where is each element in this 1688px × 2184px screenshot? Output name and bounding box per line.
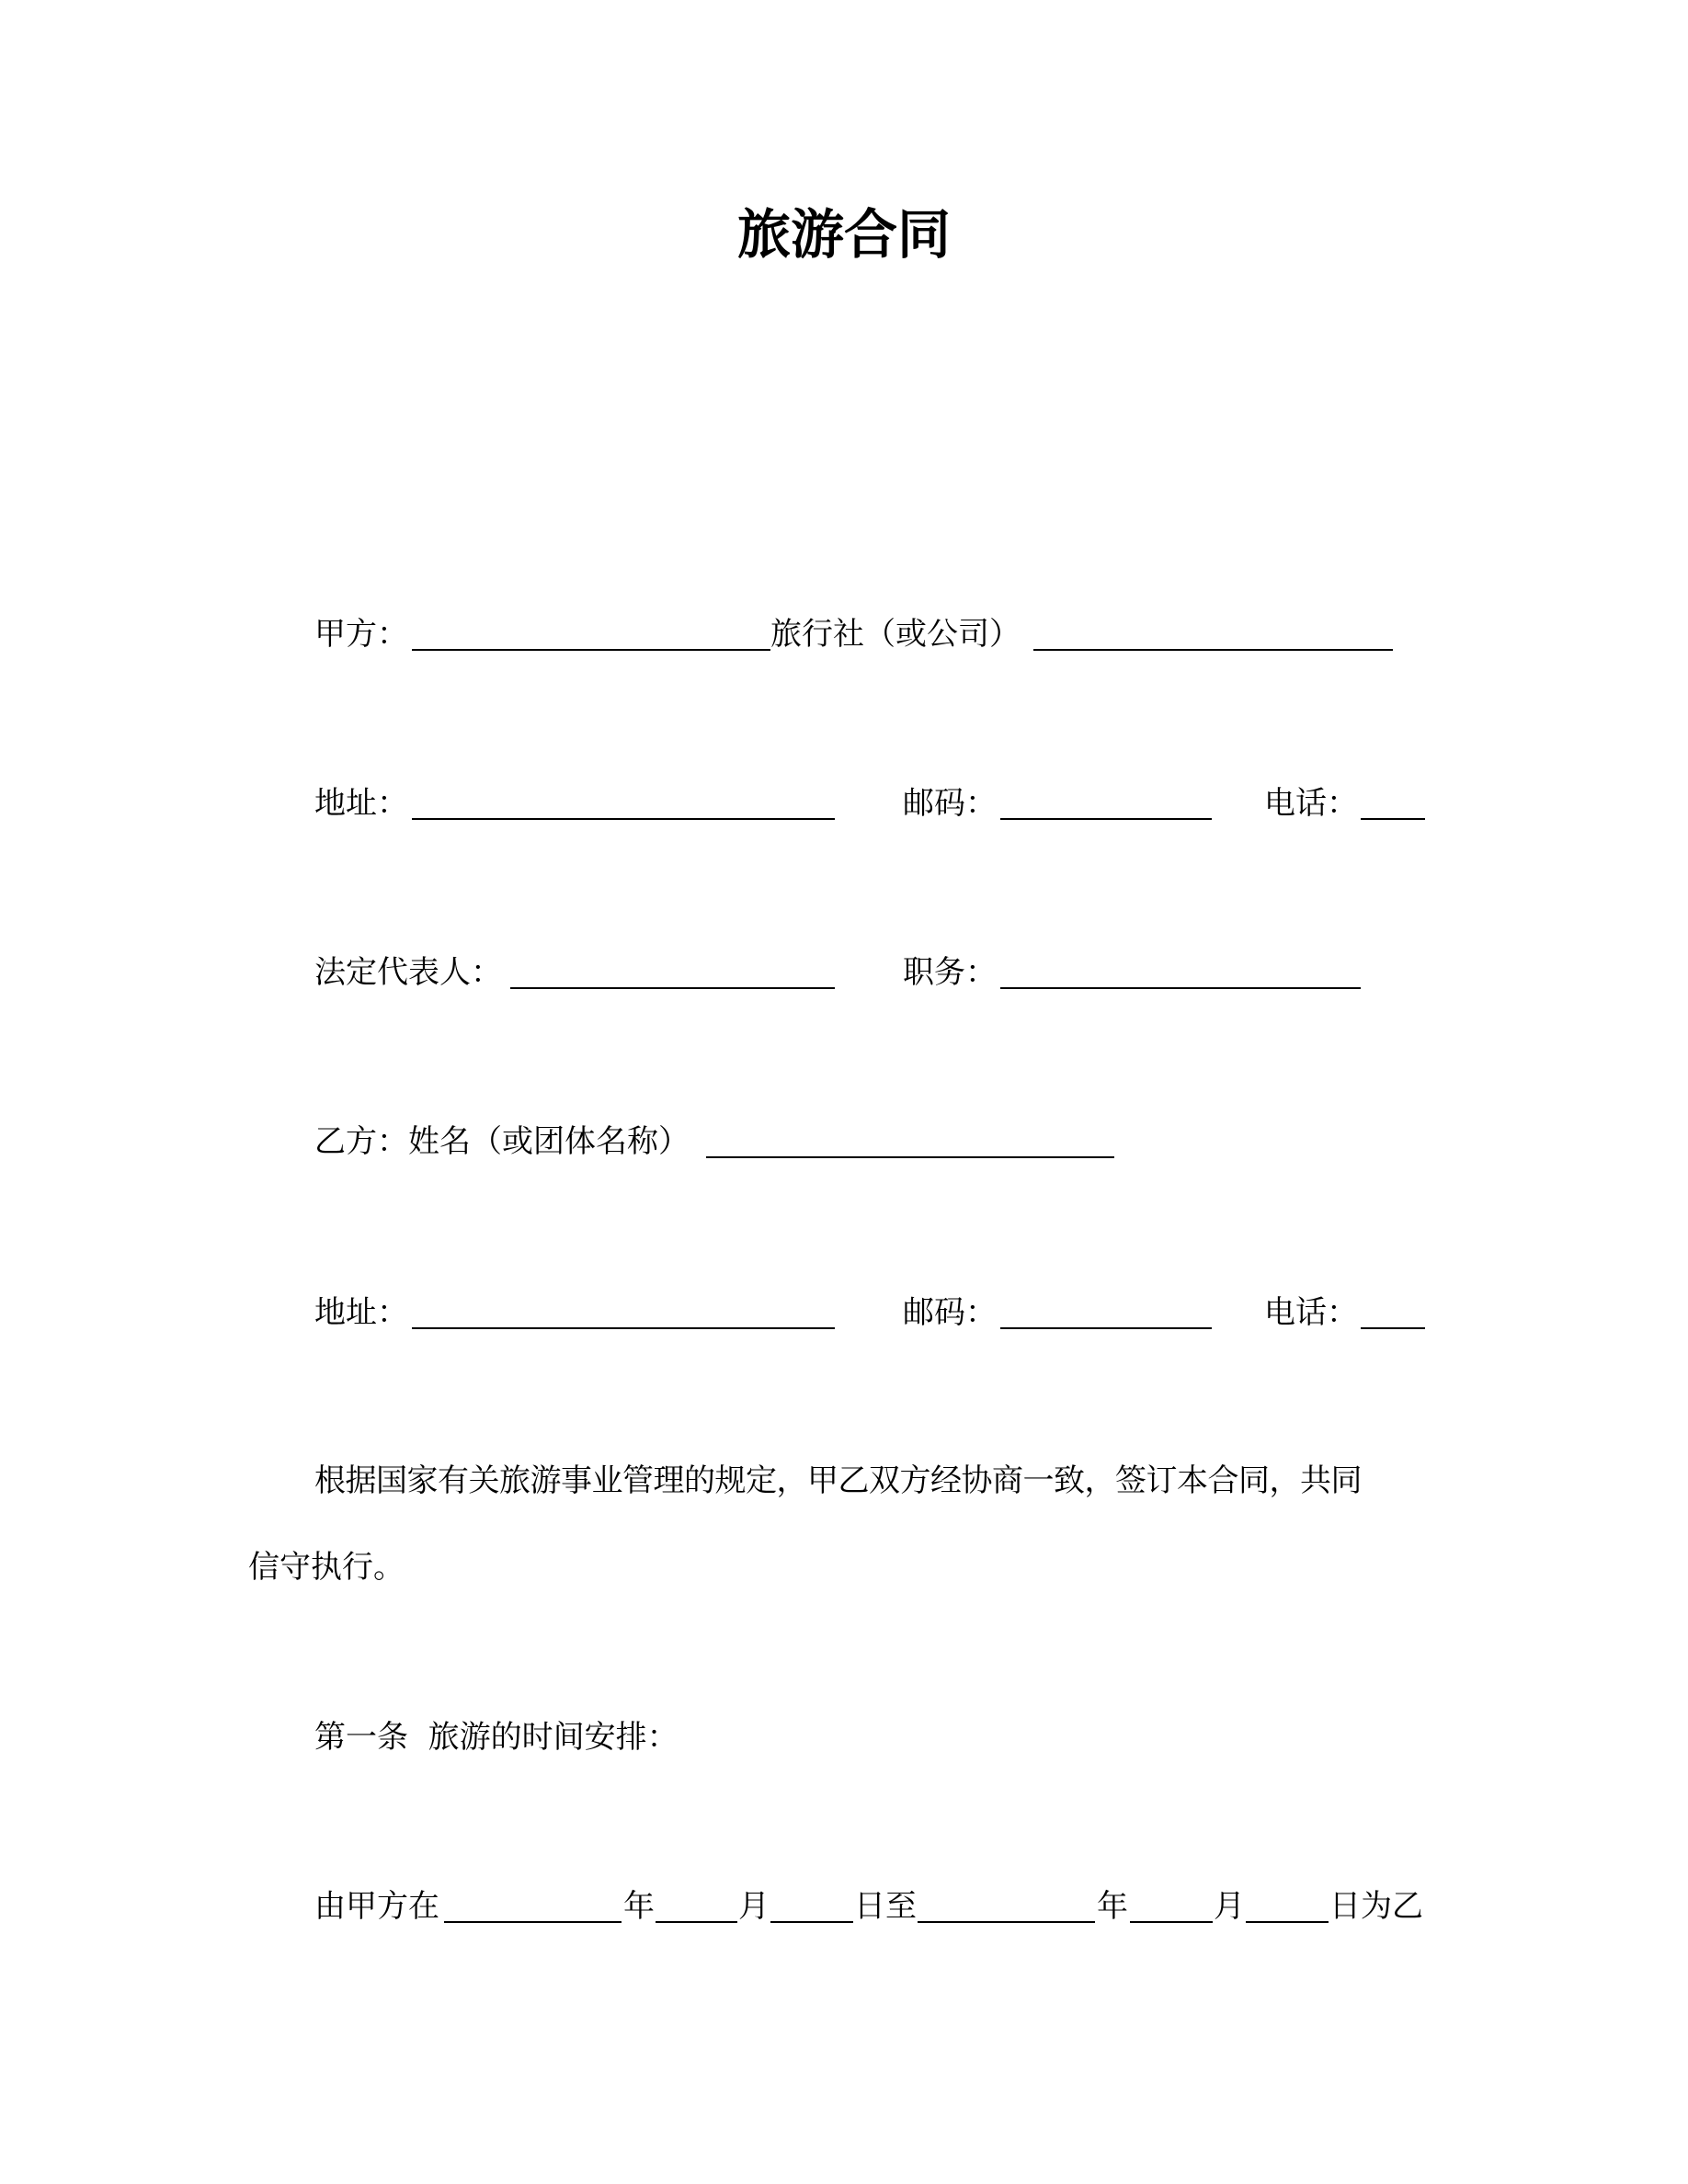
start-day-field[interactable] <box>770 1886 853 1923</box>
party-a-rep-row <box>0 952 1688 993</box>
party-a-name-field[interactable] <box>412 614 770 651</box>
from-label: 由甲方在 <box>314 1888 439 1925</box>
preamble-text-end: 信守执行。 <box>248 1549 405 1586</box>
rep-field[interactable] <box>510 952 835 989</box>
agency-label: 旅行社（或公司） <box>770 616 1021 653</box>
end-year-field[interactable] <box>918 1886 1095 1923</box>
day-for-label: 日为乙 <box>1329 1888 1423 1925</box>
address-label: 地址： <box>314 785 408 822</box>
postcode-label: 邮码： <box>903 1294 997 1331</box>
position-label: 职务： <box>903 954 997 991</box>
party-b-name-field[interactable] <box>706 1121 1114 1158</box>
party-a-postcode-field[interactable] <box>1000 783 1212 820</box>
end-day-field[interactable] <box>1246 1886 1329 1923</box>
party-b-address-field[interactable] <box>412 1292 835 1329</box>
party-b-label: 乙方：姓名（或团体名称） <box>314 1123 690 1160</box>
year-label-2: 年 <box>1097 1888 1128 1925</box>
start-year-field[interactable] <box>444 1886 622 1923</box>
rep-label: 法定代表人： <box>314 954 502 991</box>
agency-field[interactable] <box>1033 614 1393 651</box>
preamble-line-2 <box>0 1547 1688 1587</box>
article-1-heading-row <box>0 1717 1688 1757</box>
party-a-address-row <box>0 783 1688 824</box>
month-label-2: 月 <box>1214 1888 1245 1925</box>
document-title: 旅游合同 <box>736 203 951 266</box>
party-b-postcode-field[interactable] <box>1000 1292 1212 1329</box>
address-label: 地址： <box>314 1294 408 1331</box>
article-1-dates-row <box>0 1886 1688 1927</box>
position-field[interactable] <box>1000 952 1361 989</box>
phone-label: 电话： <box>1264 785 1358 822</box>
month-label: 月 <box>738 1888 770 1925</box>
party-a-label: 甲方： <box>314 616 408 653</box>
end-month-field[interactable] <box>1130 1886 1213 1923</box>
preamble-line-1 <box>0 1461 1688 1501</box>
preamble-text: 根据国家有关旅游事业管理的规定，甲乙双方经协商一致，签订本合同，共同 <box>314 1462 1362 1499</box>
party-b-row <box>0 1121 1688 1162</box>
party-a-phone-field[interactable] <box>1361 783 1425 820</box>
party-b-address-row <box>0 1292 1688 1333</box>
day-to-label: 日至 <box>854 1888 917 1925</box>
phone-label: 电话： <box>1264 1294 1358 1331</box>
party-a-row <box>0 614 1688 654</box>
postcode-label: 邮码： <box>903 785 997 822</box>
start-month-field[interactable] <box>656 1886 737 1923</box>
year-label: 年 <box>623 1888 655 1925</box>
party-b-phone-field[interactable] <box>1361 1292 1425 1329</box>
article-1-heading: 第一条 旅游的时间安排： <box>314 1719 679 1756</box>
party-a-address-field[interactable] <box>412 783 835 820</box>
